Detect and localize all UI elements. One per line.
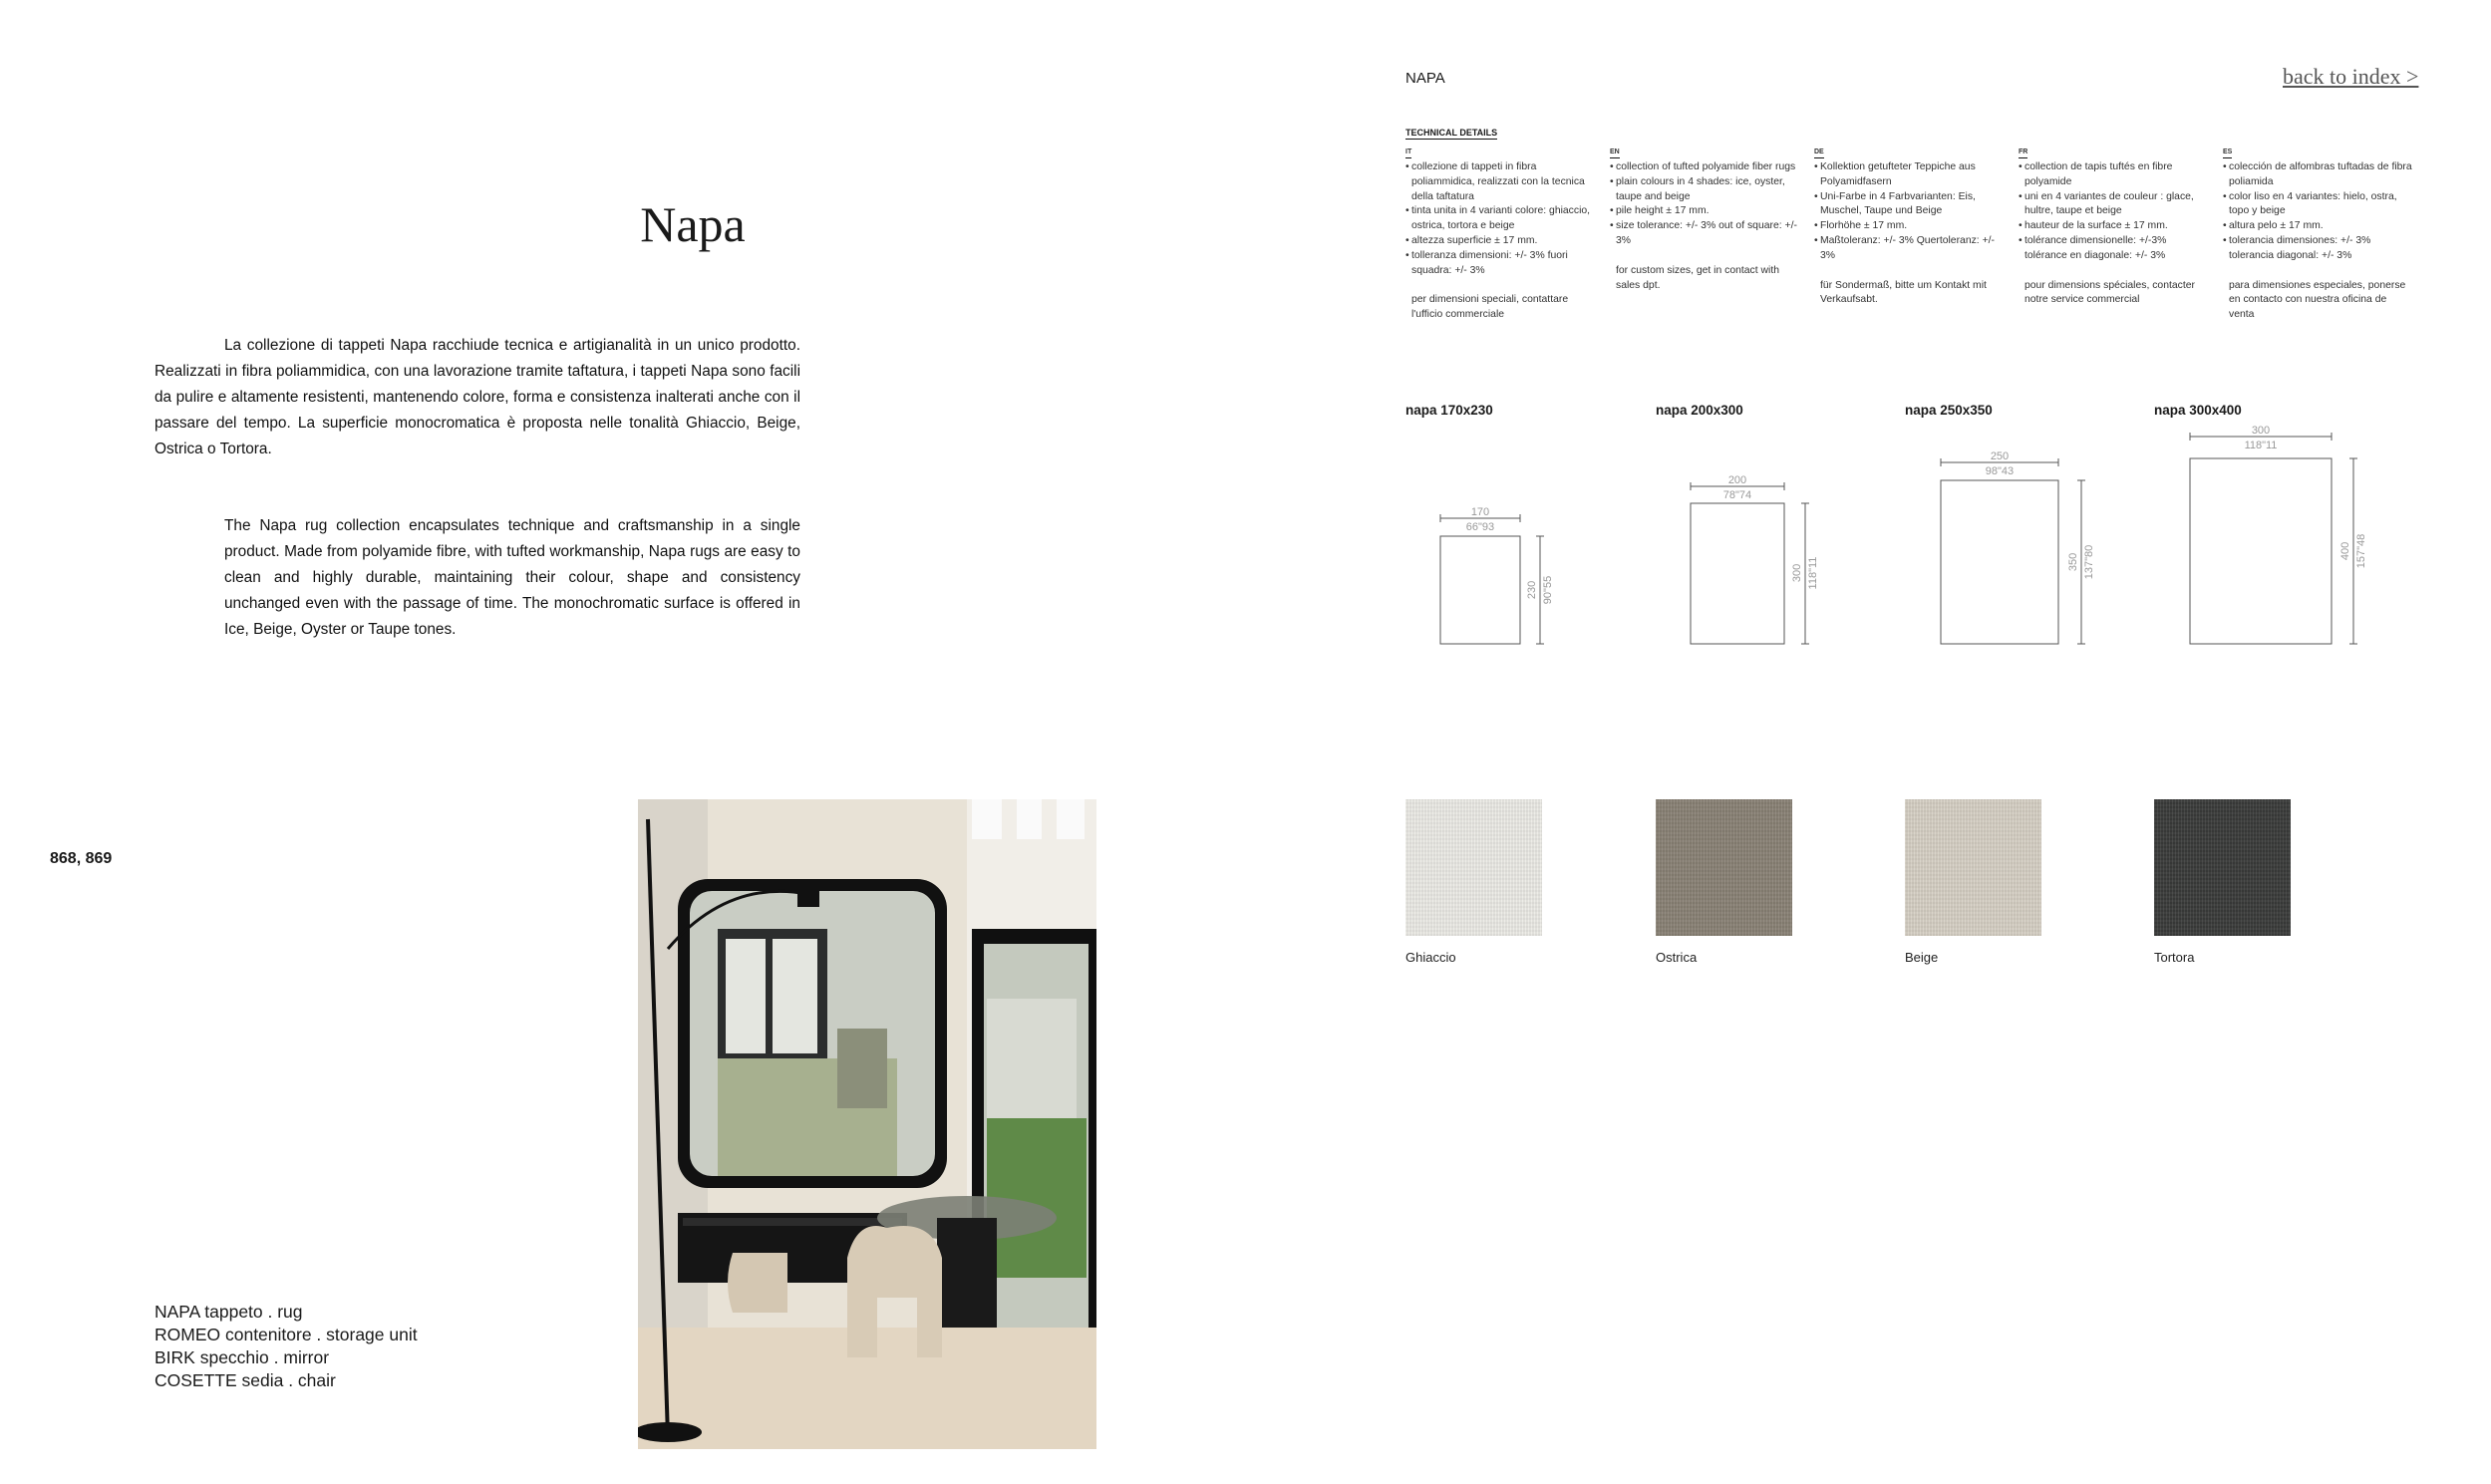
tech-column-de [1814,145,2004,308]
interior-photo-illustration [638,799,1096,1449]
tech-item: • Florhöhe ± 17 mm. [1814,219,2004,234]
size-diagrams [1396,419,2452,658]
tech-item: • size tolerance: +/- 3% out of square: +/- 3% [1610,219,1799,249]
tech-item: • tolleranza dimensioni: +/- 3% fuori squadra: +/- 3% [1405,249,1595,279]
tech-item: • pile height ± 17 mm. [1610,204,1799,219]
size-label-300x400: napa 300x400 [2154,403,2242,418]
tech-column-es [2223,145,2412,323]
height-cm: 400 [2339,541,2351,561]
width-cm: 250 [1990,450,2010,462]
tech-column-it [1405,145,1595,323]
language-code: DE [1814,148,1824,158]
collection-title: Napa [640,196,746,252]
intro-paragraph-en: The Napa rug collection encapsulates technique and craftsmanship in a single product. Made from polyamide fibre, with tufted workmanship, Napa rugs are easy to clean and highly durable, maintaining their colour, shape and consistency unchanged even with the passage of time. The monochromatic surface is offered in Ice, Beige, Oyster or Taupe tones. [224,517,800,638]
tech-note: per dimensioni speciali, contattare l'ufficio commerciale [1411,294,1569,321]
intro-paragraph-it: La collezione di tappeti Napa racchiude tecnica e artigianalità in un unico prodotto. Realizzati in fibra poliammidica, con una lavorazione tramite taftatura, i tappeti Napa sono facili da pulire e altamente resistenti, mantenendo colore, forma e consistenza inalterati anche con il passare del tempo. La superficie monocromatica è proposta nelle tonalità Ghiaccio, Beige, Ostrica o Tortora. [155,337,800,457]
width-cm: 170 [1470,506,1490,518]
credit-line: BIRK specchio . mirror [155,1347,330,1367]
tech-item: • colección de alfombras tuftadas de fibra poliamida [2223,160,2412,190]
width-in: 66"93 [1465,521,1495,533]
tech-item: • collection of tufted polyamide fiber rugs [1610,160,1799,175]
width-cm: 200 [1727,474,1747,486]
tech-item: • collezione di tappeti in fibra poliammidica, realizzati con la tecnica della taftatura [1405,160,1595,204]
swatch-label: Beige [1905,950,1939,965]
credit-line: ROMEO contenitore . storage unit [155,1325,418,1344]
interior-photo [638,799,1096,1449]
tech-item: • plain colours in 4 shades: ice, oyster, taupe and beige [1610,175,1799,205]
tech-item: • color liso en 4 variantes: hielo, ostra, topo y beige [2223,190,2412,220]
size-label-200x300: napa 200x300 [1656,403,1743,418]
page-numbers: 868, 869 [50,850,113,867]
tech-item: • Maßtoleranz: +/- 3% Quertoleranz: +/- 3% [1814,234,2004,264]
tech-item: • hauteur de la surface ± 17 mm. [2019,219,2208,234]
language-code: IT [1405,148,1411,158]
tech-note: para dimensiones especiales, ponerse en contacto con nuestra oficina de venta [2229,279,2406,321]
height-cm: 350 [2067,552,2079,572]
width-cm: 300 [2251,425,2271,437]
language-code: FR [2019,148,2027,158]
back-to-index-link[interactable]: back to index > [2283,64,2419,89]
swatch-ostrica [1656,799,1792,936]
language-code: EN [1610,148,1620,158]
swatch-ghiaccio [1405,799,1542,936]
height-in: 137"80 [2083,544,2095,580]
width-in: 118"11 [2244,440,2278,451]
technical-details-heading: TECHNICAL DETAILS [1405,128,1498,138]
width-in: 78"74 [1722,489,1752,501]
height-cm: 300 [1791,563,1803,583]
height-in: 118"11 [1807,556,1819,590]
swatch-tortora [2154,799,2291,936]
tech-item: • uni en 4 variantes de couleur : glace, hultre, taupe et beige [2019,190,2208,220]
swatch-label: Tortora [2154,950,2195,965]
tech-item: • altezza superficie ± 17 mm. [1405,234,1595,249]
product-credits [155,1301,418,1392]
tech-note: for custom sizes, get in contact with sales dpt. [1616,264,1780,291]
rug-outline-300x400 [2190,458,2332,644]
tech-item: • tolérance dimensionelle: +/-3% tolérance en diagonale: +/- 3% [2019,234,2208,264]
tech-note: für Sondermaß, bitte um Kontakt mit Verkaufsabt. [1820,279,1987,306]
tech-item: • collection de tapis tuftés en fibre polyamide [2019,160,2208,190]
tech-item: • tinta unita in 4 varianti colore: ghiaccio, ostrica, tortora e beige [1405,204,1595,234]
rug-outline-200x300 [1691,503,1784,644]
tech-item: • Uni-Farbe in 4 Farbvarianten: Eis, Muschel, Taupe und Beige [1814,190,2004,220]
swatch-beige [1905,799,2041,936]
swatch-label: Ostrica [1656,950,1698,965]
rug-outline-250x350 [1941,480,2058,644]
tech-item: • altura pelo ± 17 mm. [2223,219,2412,234]
swatch-label: Ghiaccio [1405,950,1456,965]
tech-column-en [1610,145,1799,293]
tech-item: • Kollektion getufteter Teppiche aus Polyamidfasern [1814,160,2004,190]
credit-line: NAPA tappeto . rug [155,1302,303,1322]
tech-note: pour dimensions spéciales, contacter notre service commercial [2024,279,2195,306]
language-code: ES [2223,148,2232,158]
height-cm: 230 [1526,580,1538,600]
size-label-170x230: napa 170x230 [1405,403,1493,418]
credit-line: COSETTE sedia . chair [155,1370,336,1390]
rug-outline-170x230 [1440,536,1520,644]
tech-item: • tolerancia dimensiones: +/- 3% tolerancia diagonal: +/- 3% [2223,234,2412,264]
height-in: 157"48 [2355,533,2367,569]
height-in: 90"55 [1542,575,1554,605]
product-header: NAPA [1405,70,1445,87]
tech-column-fr [2019,145,2208,308]
width-in: 98"43 [1985,465,2015,477]
size-label-250x350: napa 250x350 [1905,403,1993,418]
